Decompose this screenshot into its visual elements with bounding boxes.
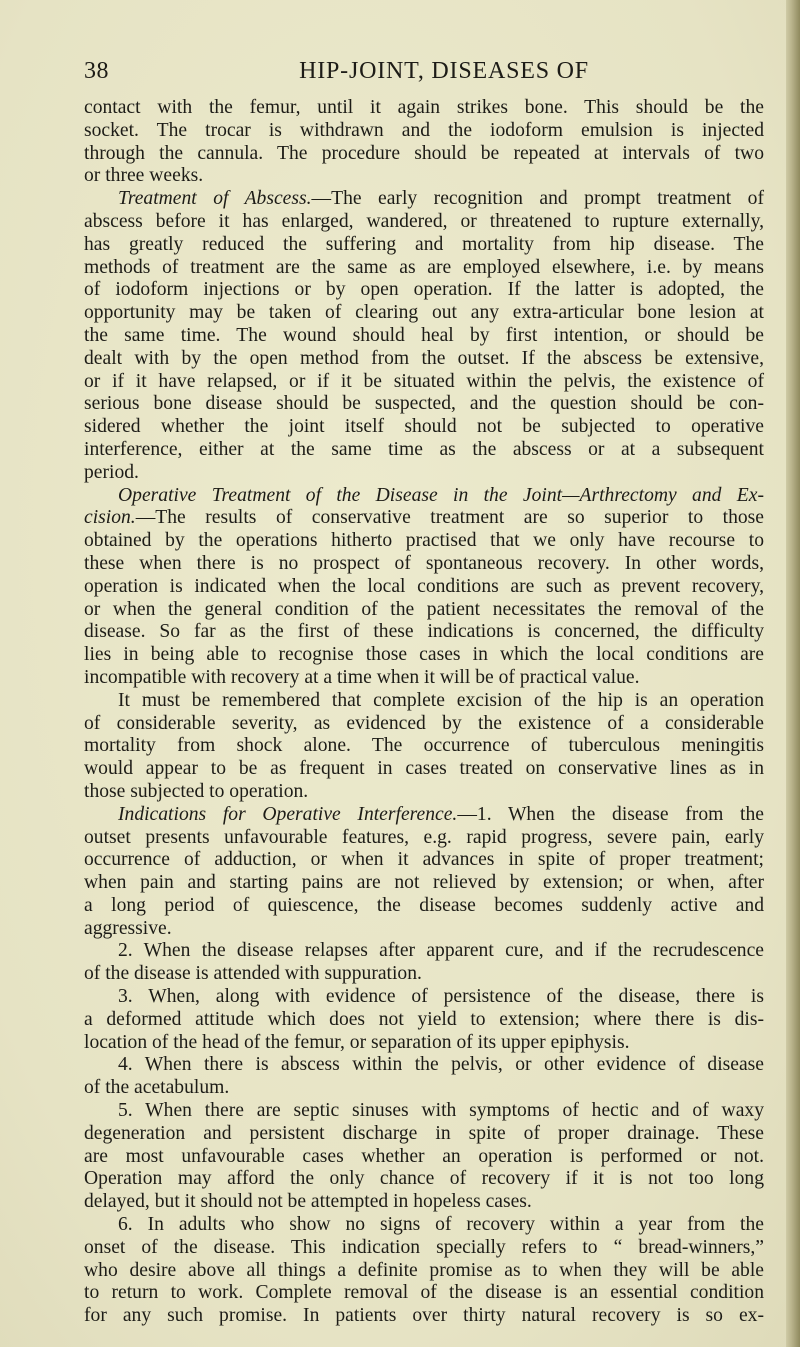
italic-heading: Indications for Operative Interference. bbox=[118, 803, 458, 825]
text-line bbox=[84, 348, 764, 371]
text-line bbox=[84, 325, 764, 348]
line-text: of the disease is attended with suppuration. bbox=[84, 963, 422, 985]
text-line bbox=[84, 462, 764, 485]
line-text: onset of the disease. This indication specially refers to “ bread-winners,” bbox=[84, 1236, 764, 1258]
text-line bbox=[84, 963, 764, 986]
line-text: or if it have relapsed, or if it be situated within the pelvis, the existence of bbox=[84, 370, 764, 392]
text-line bbox=[84, 371, 764, 394]
text-line bbox=[84, 553, 764, 576]
text-line bbox=[84, 986, 764, 1009]
line-text: or when the general condition of the patient necessitates the removal of the bbox=[84, 598, 764, 620]
text-line bbox=[84, 621, 764, 644]
text-line bbox=[84, 188, 764, 211]
line-text: for any such promise. In patients over thirty natural recovery is so ex- bbox=[84, 1305, 764, 1327]
page-header bbox=[84, 58, 764, 92]
line-text: a long period of quiescence, the disease becomes suddenly active and bbox=[84, 894, 764, 916]
page-number: 38 bbox=[84, 58, 109, 84]
text-line bbox=[84, 1009, 764, 1032]
line-text: contact with the femur, until it again strikes bone. This should be the bbox=[84, 97, 764, 118]
text-line bbox=[84, 1168, 764, 1191]
line-text: methods of treatment are the same as are employed elsewhere, i.e. by means bbox=[84, 256, 764, 278]
line-text: —1. When the disease from the bbox=[457, 803, 764, 825]
line-text: period. bbox=[84, 461, 139, 483]
text-line bbox=[84, 1191, 764, 1214]
line-text: 5. When there are septic sinuses with symptoms of hectic and of waxy bbox=[118, 1100, 764, 1122]
italic-heading: cision. bbox=[84, 507, 136, 529]
line-text: these when there is no prospect of spontaneous recovery. In other words, bbox=[84, 552, 764, 574]
line-text: 3. When, along with evidence of persistence of the disease, there is bbox=[118, 986, 764, 1008]
line-text: lies in being able to recognise those cases in which the local conditions are bbox=[84, 644, 764, 666]
text-line bbox=[84, 1214, 764, 1237]
text-line bbox=[84, 143, 764, 166]
line-text: —The results of conservative treatment are so superior to those bbox=[135, 507, 764, 529]
text-line bbox=[84, 530, 764, 553]
line-text: socket. The trocar is withdrawn and the iodoform emulsion is injected bbox=[84, 119, 764, 141]
line-text: disease. So far as the first of these indications is concerned, the difficulty bbox=[84, 621, 764, 643]
text-line bbox=[84, 713, 764, 736]
line-text: when pain and starting pains are not relieved by extension; or when, after bbox=[84, 872, 764, 894]
line-text: delayed, but it should not be attempted in hopeless cases. bbox=[84, 1191, 532, 1213]
line-text: degeneration and persistent discharge in spite of proper drainage. These bbox=[84, 1122, 764, 1144]
text-line bbox=[84, 667, 764, 690]
text-line bbox=[84, 1077, 764, 1100]
text-line bbox=[84, 827, 764, 850]
line-text: of considerable severity, as evidenced by the existence of a considerable bbox=[84, 712, 764, 734]
text-line bbox=[84, 895, 764, 918]
text-line bbox=[84, 849, 764, 872]
text-line bbox=[84, 393, 764, 416]
line-text: occurrence of adduction, or when it advances in spite of proper treatment; bbox=[84, 849, 764, 871]
line-text: outset presents unfavourable features, e.g. rapid progress, severe pain, early bbox=[84, 826, 764, 848]
italic-heading: Treatment of Abscess. bbox=[118, 188, 312, 210]
text-line bbox=[84, 120, 764, 143]
text-line bbox=[84, 279, 764, 302]
text-line bbox=[84, 97, 764, 120]
line-text: of iodoform injections or by open operation. If the latter is adopted, the bbox=[84, 279, 764, 301]
text-line bbox=[84, 1305, 764, 1328]
line-text: operation is indicated when the local conditions are such as prevent recovery, bbox=[84, 575, 764, 597]
line-text: 6. In adults who show no signs of recovery within a year from the bbox=[118, 1214, 764, 1236]
text-line bbox=[84, 940, 764, 963]
text-line bbox=[84, 1054, 764, 1077]
line-text: to return to work. Complete removal of the disease is an essential condition bbox=[84, 1282, 764, 1304]
text-line bbox=[84, 1100, 764, 1123]
text-line bbox=[84, 1282, 764, 1305]
line-text: abscess before it has enlarged, wandered, or threatened to rupture externally, bbox=[84, 210, 764, 232]
line-text: through the cannula. The procedure should be repeated at intervals of two bbox=[84, 142, 764, 164]
text-line bbox=[84, 1237, 764, 1260]
line-text: those subjected to operation. bbox=[84, 780, 309, 802]
line-text: sidered whether the joint itself should not be subjected to operative bbox=[84, 416, 764, 438]
line-text: would appear to be as frequent in cases treated on conservative lines as in bbox=[84, 758, 764, 780]
text-line bbox=[84, 1260, 764, 1283]
line-text: are most unfavourable cases whether an operation is performed or not. bbox=[84, 1145, 764, 1167]
text-line bbox=[84, 302, 764, 325]
text-line bbox=[84, 485, 764, 508]
text-line bbox=[84, 1032, 764, 1055]
line-text: It must be remembered that complete excision of the hip is an operation bbox=[118, 689, 764, 711]
line-text: aggressive. bbox=[84, 917, 172, 939]
text-line bbox=[84, 439, 764, 462]
text-line bbox=[84, 211, 764, 234]
line-text: 2. When the disease relapses after apparent cure, and if the recrudescence bbox=[118, 940, 764, 962]
line-text: interference, either at the same time as the abscess or at a subsequent bbox=[84, 438, 764, 460]
text-line bbox=[84, 234, 764, 257]
line-text: opportunity may be taken of clearing out any extra-articular bone lesion at bbox=[84, 302, 764, 324]
text-line bbox=[84, 804, 764, 827]
text-line bbox=[84, 644, 764, 667]
text-line bbox=[84, 257, 764, 280]
text-line bbox=[84, 758, 764, 781]
text-line bbox=[84, 690, 764, 713]
line-text: serious bone disease should be suspected, and the question should be con- bbox=[84, 393, 764, 415]
text-line bbox=[84, 1146, 764, 1169]
text-line bbox=[84, 781, 764, 804]
text-line bbox=[84, 1123, 764, 1146]
line-text: the same time. The wound should heal by first intention, or should be bbox=[84, 324, 764, 346]
line-text: or three weeks. bbox=[84, 165, 204, 187]
line-text: 4. When there is abscess within the pelvis, or other evidence of disease bbox=[118, 1054, 764, 1076]
line-text: who desire above all things a definite promise as to when they will be able bbox=[84, 1259, 764, 1281]
body-text bbox=[84, 97, 764, 1328]
text-line bbox=[84, 576, 764, 599]
text-line bbox=[84, 735, 764, 758]
text-line bbox=[84, 165, 764, 188]
text-line bbox=[84, 599, 764, 622]
running-title: HIP-JOINT, DISEASES OF bbox=[299, 58, 589, 84]
line-text: Operation may afford the only chance of recovery if it is not too long bbox=[84, 1168, 764, 1190]
line-text: of the acetabulum. bbox=[84, 1077, 230, 1099]
page-edge bbox=[786, 0, 800, 1347]
text-line bbox=[84, 416, 764, 439]
line-text: dealt with by the open method from the outset. If the abscess be extensive, bbox=[84, 347, 764, 369]
text-line bbox=[84, 918, 764, 941]
line-text: mortality from shock alone. The occurrence of tuberculous meningitis bbox=[84, 735, 764, 757]
text-line bbox=[84, 872, 764, 895]
text-line bbox=[84, 507, 764, 530]
line-text: incompatible with recovery at a time when it will be of practical value. bbox=[84, 666, 640, 688]
italic-heading: Operative Treatment of the Disease in the Joint—Arthrectomy and Ex- bbox=[118, 484, 764, 506]
line-text: has greatly reduced the suffering and mortality from hip disease. The bbox=[84, 233, 764, 255]
line-text: a deformed attitude which does not yield to extension; where there is dis- bbox=[84, 1008, 764, 1030]
line-text: location of the head of the femur, or separation of its upper epiphysis. bbox=[84, 1031, 630, 1053]
line-text: —The early recognition and prompt treatment of bbox=[311, 188, 764, 210]
line-text: obtained by the operations hitherto practised that we only have recourse to bbox=[84, 530, 764, 552]
